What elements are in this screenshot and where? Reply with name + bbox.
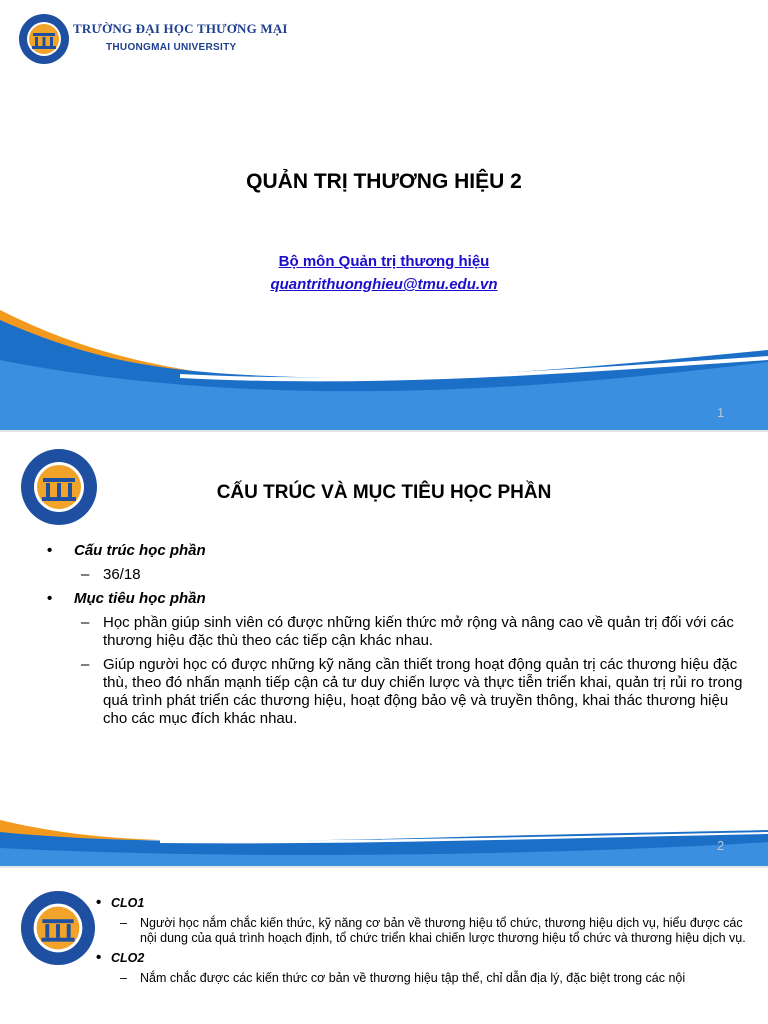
clo-heading: • CLO1: [96, 896, 752, 911]
wave-decoration: [0, 802, 768, 866]
university-seal-icon: [18, 13, 70, 65]
clo-list: [96, 896, 752, 991]
university-seal-icon: [20, 890, 96, 966]
page-number: 1: [717, 405, 725, 420]
university-name-en: THUONGMAI UNIVERSITY: [106, 42, 237, 53]
slide-3: [0, 868, 768, 1024]
bullet-heading: • Mục tiêu học phần: [47, 590, 748, 608]
bullet-item: – 36/18: [47, 566, 748, 584]
slide-title: QUẢN TRỊ THƯƠNG HIỆU 2: [246, 170, 522, 193]
bullet-list: [47, 542, 748, 734]
slide-1: [0, 0, 768, 430]
bullet-item: – Giúp người học có được những kỹ năng cần thiết trong hoạt động quản trị các thương hiệu đặc thù, theo đó nhấn mạnh tiếp cận cả tư duy chiến lược và thực tiễn triển khai, quản trị rủi ro trong quá trình phát triển các thương hiệu, hoạt động bảo vệ và truyền thông, khai thác thương hiệu cho các mục đích khác nhau.: [47, 656, 748, 728]
email-link[interactable]: quantrithuonghieu@tmu.edu.vn: [270, 276, 498, 293]
wave-decoration: [0, 300, 768, 430]
slide-2: [0, 432, 768, 866]
page-number: 2: [717, 838, 725, 853]
university-name-vn: TRƯỜNG ĐẠI HỌC THƯƠNG MẠI: [73, 21, 288, 36]
clo-heading: • CLO2: [96, 951, 752, 966]
department-link[interactable]: Bộ môn Quản trị thương hiệu: [278, 253, 490, 270]
clo-item: – Nắm chắc được các kiến thức cơ bản về thương hiệu tập thể, chỉ dẫn địa lý, đặc biệt trong các nội: [96, 971, 752, 986]
bullet-item: – Học phần giúp sinh viên có được những kiến thức mở rộng và nâng cao về quản trị đối với các thương hiệu đặc thù theo các tiếp cận khác nhau.: [47, 614, 748, 650]
clo-item: – Người học nắm chắc kiến thức, kỹ năng cơ bản về thương hiệu tổ chức, thương hiệu dịch vụ, hiểu được các nội dung của quá trình hoạch định, tổ chức triển khai chiến lược thương hiệu tổ chức và thương hiệu dịch vụ.: [96, 916, 752, 946]
bullet-heading: • Cấu trúc học phần: [47, 542, 748, 560]
slide-title: CẤU TRÚC VÀ MỤC TIÊU HỌC PHẦN: [216, 482, 552, 503]
